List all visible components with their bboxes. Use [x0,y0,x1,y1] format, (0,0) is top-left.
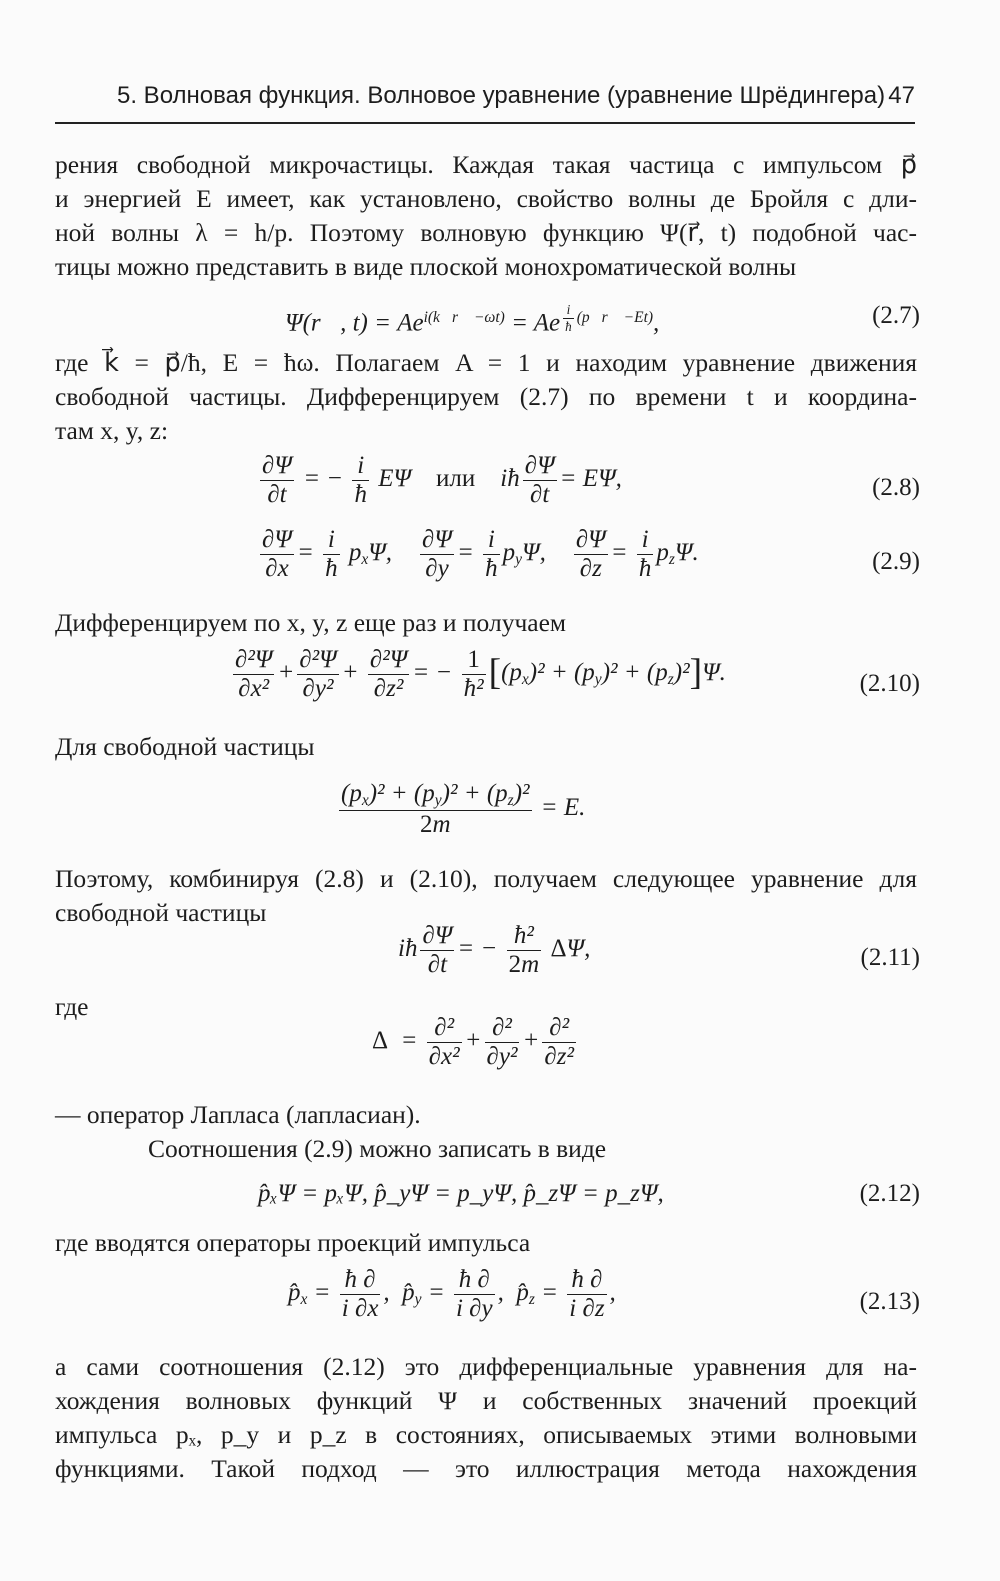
equation-number: (2.10) [859,670,920,697]
text-line: где k⃗ = p⃗/ħ, E = ħω. Полагаем A = 1 и находим уравнение движения [55,348,917,377]
equation-2-8: $\frac{\partial\Psi}{\partial t}$ = − $\frac{i}{ħ}$ EΨ или iħ $\frac{\partial\Psi}{\partial t}$ = EΨ, (2.8) [262,452,920,508]
text-line: где вводятся операторы проекций импульса [55,1228,531,1257]
text-line: там x, y, z: [55,416,169,445]
equation-number: (2.7) [872,302,920,329]
text-line: — оператор Лапласа (лапласиан). [55,1100,421,1129]
equation-laplace: Δ = $\frac{\text{∂²}}{\text{∂x²}}$ + $\frac{\text{∂²}}{\text{∂y²}}$ + $\frac{\text{∂²}}{\text{∂z²}}$ [372,1014,574,1070]
equation-2-11: iħ $\frac{\partial\Psi}{\partial t}$ = − $\frac{\text{ħ²}}{2m}$ ΔΨ, (2.11) [398,922,920,978]
running-title: 5. Волновая функция. Волновое уравнение (уравнение Шрёдингера) [117,82,886,109]
equation-2-13: p̂x = $\frac{ħ \partial}{i \partial x}$ , p̂y = $\frac{ħ \partial}{i \partial y}$ , p̂z = $\frac{ħ \partial}{i \partial z}$ , (2.13) [288,1266,920,1322]
equation-number: (2.9) [872,548,920,575]
text-line: рения свободной микрочастицы. Каждая такая частица с импульсом p⃗ [55,150,917,179]
text-line: функциями. Такой подход — это иллюстрация метода нахождения [55,1454,917,1483]
text-line: Соотношения (2.9) можно записать в виде [148,1134,607,1163]
text-line: Дифференцируем по x, y, z еще раз и получаем [55,608,567,637]
text-line: свободной частицы [55,898,267,927]
text-line: ной волны λ = h/p. Поэтому волновую функцию Ψ(r⃗, t) подобной час- [55,218,917,247]
equation-2-9: $\frac{\partial\Psi}{\partial x}$ = $\frac{i}{ħ}$ pxΨ, $\frac{\partial\Psi}{\partial y}$ = $\frac{i}{ħ}$ pyΨ, $\frac{\partial\Psi}{\partial z}$ = $\frac{i}{ħ}$ pzΨ. (2.9) [262,526,920,582]
text-line: свободной частицы. Дифференцируем (2.7) по времени t и координа- [55,382,917,411]
equation-2-10: $\frac{\text{∂²Ψ}}{\text{∂x²}}$ + $\frac{\text{∂²Ψ}}{\text{∂y²}}$ + $\frac{\text{∂²Ψ}}{\text{∂z²}}$ = − $\frac{1}{\text{ħ²}}$ [(px)² + (py)² + (pz)²]Ψ. (2.10) [235,646,920,702]
equation-2-7: Ψ(r⃗, $t) = Ae^{i(k⃗r⃗ -\omega t)} = Ae$ $^{\frac{i}{ħ} (p⃗r⃗ -Et)}$, (2.7) [285,302,920,337]
text-line: где [55,992,89,1021]
text-line: импульса pₓ, p_y и p_z в состояниях, описываемых этими волновыми [55,1420,917,1449]
equation-2-12: p̂ₓΨ = pₓΨ, p̂_yΨ = p_yΨ, p̂_zΨ = p_zΨ, (2.12) [258,1180,920,1207]
equation-number: (2.13) [859,1288,920,1315]
equation-energy: $\frac{\text{(px)² + (py)² + (pz)²}}{2m}$ = E. [341,780,586,838]
text-line: Поэтому, комбинируя (2.8) и (2.10), получаем следующее уравнение для [55,864,917,893]
text-line: тицы можно представить в виде плоской монохроматической волны [55,252,797,281]
equation-number: (2.12) [859,1180,920,1207]
text-line: хождения волновых функций Ψ и собственных значений проекций [55,1386,917,1415]
text-line: а сами соотношения (2.12) это дифференциальные уравнения для на- [55,1352,917,1381]
equation-number: (2.8) [872,474,920,501]
page-number: 47 [888,82,915,109]
running-header [55,80,915,124]
equation-number: (2.11) [860,944,920,971]
text-line: и энергией E имеет, как установлено, свойство волны де Бройля с дли- [55,184,917,213]
text-line: Для свободной частицы [55,732,315,761]
